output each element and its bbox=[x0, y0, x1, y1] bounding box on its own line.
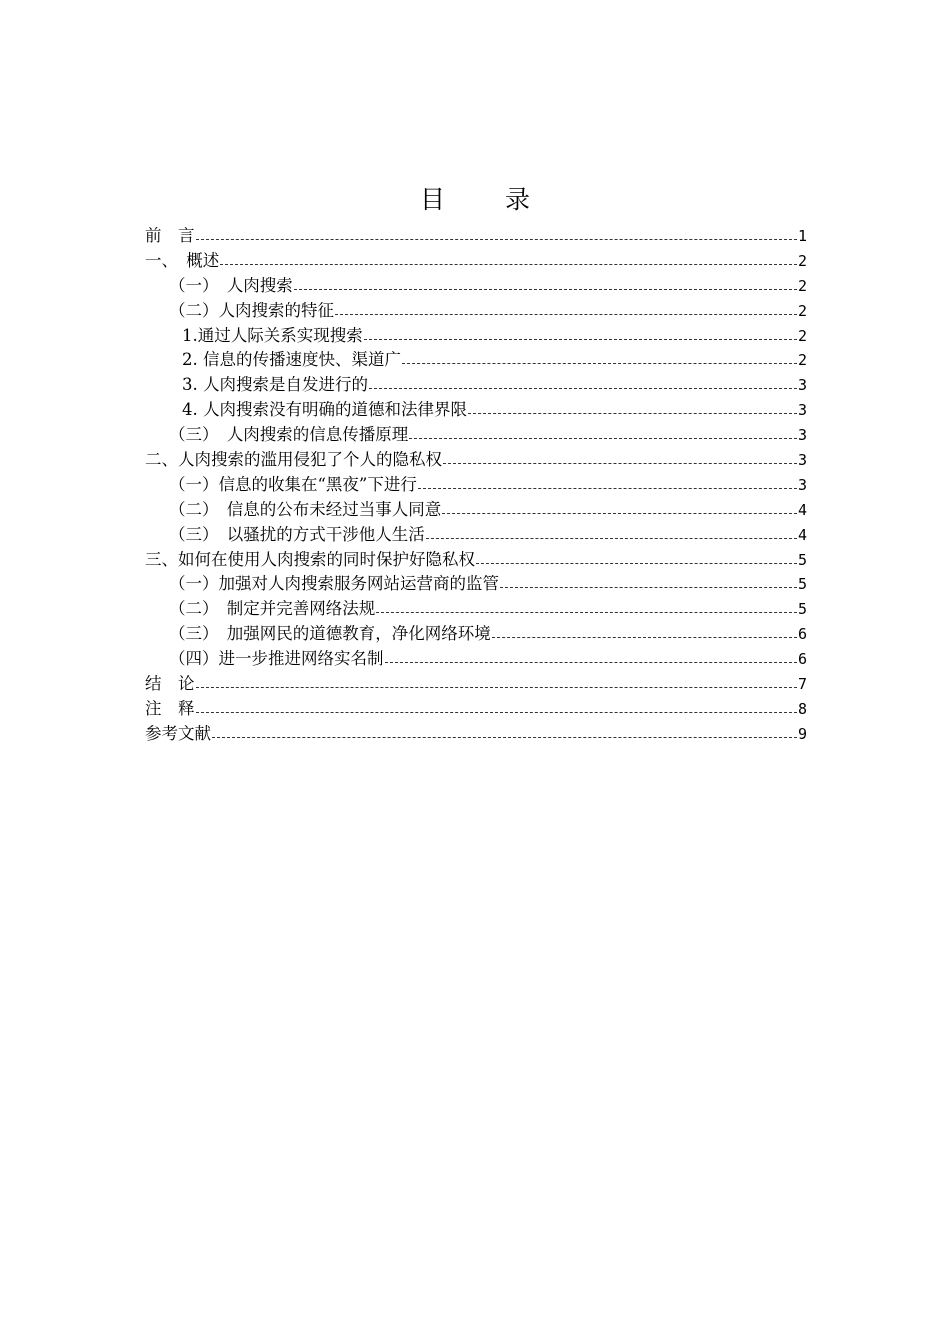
toc-entry-label: 4. 人肉搜索没有明确的道德和法律界限 bbox=[182, 400, 467, 420]
toc-leader-dashes bbox=[418, 476, 797, 489]
toc-entry-page: 3 bbox=[797, 426, 807, 445]
toc-entry-page: 5 bbox=[797, 575, 807, 594]
toc-entry[interactable] bbox=[145, 274, 807, 299]
toc-entry[interactable] bbox=[145, 249, 807, 274]
toc-leader-dashes bbox=[492, 625, 797, 638]
toc-entry-label: 一、 概述 bbox=[145, 250, 220, 270]
toc-entry[interactable] bbox=[145, 473, 807, 498]
toc-entry-label: （三） 加强网民的道德教育，净化网络环境 bbox=[169, 624, 491, 644]
toc-entry-page: 1 bbox=[797, 227, 807, 245]
toc-leader-dashes bbox=[443, 451, 797, 464]
toc-entry-label: （三） 以骚扰的方式干涉他人生活 bbox=[169, 524, 425, 544]
toc-list bbox=[145, 224, 807, 747]
toc-entry[interactable] bbox=[145, 697, 807, 722]
toc-entry[interactable] bbox=[145, 348, 807, 373]
toc-entry-label: 注 释 bbox=[145, 698, 195, 718]
toc-entry-page: 5 bbox=[797, 550, 807, 569]
toc-entry-label: （三） 人肉搜索的信息传播原理 bbox=[169, 425, 409, 445]
toc-entry-label: （四）进一步推进网络实名制 bbox=[169, 649, 384, 669]
toc-entry-label: 前 言 bbox=[145, 226, 195, 245]
toc-leader-dashes bbox=[442, 501, 797, 514]
toc-entry-label: 三、如何在使用人肉搜索的同时保护好隐私权 bbox=[145, 549, 475, 569]
toc-entry-page: 4 bbox=[797, 500, 807, 519]
toc-entry-page: 2 bbox=[797, 276, 807, 295]
toc-entry[interactable] bbox=[145, 423, 807, 448]
toc-entry-page: 2 bbox=[797, 326, 807, 345]
toc-entry-page: 6 bbox=[797, 625, 807, 644]
toc-entry[interactable] bbox=[145, 373, 807, 398]
toc-entry-label: （二） 信息的公布未经过当事人同意 bbox=[169, 499, 442, 519]
toc-entry-page: 3 bbox=[797, 376, 807, 395]
toc-entry[interactable] bbox=[145, 597, 807, 622]
toc-entry-page: 4 bbox=[797, 525, 807, 544]
toc-entry-label: （二）人肉搜索的特征 bbox=[169, 300, 334, 320]
toc-entry[interactable] bbox=[145, 299, 807, 324]
toc-entry-page: 3 bbox=[797, 451, 807, 470]
toc-title: 目 录 bbox=[420, 185, 556, 214]
toc-entry[interactable] bbox=[145, 498, 807, 523]
toc-entry[interactable] bbox=[145, 622, 807, 647]
toc-entry-label: 3. 人肉搜索是自发进行的 bbox=[182, 375, 368, 395]
toc-leader-dashes bbox=[294, 277, 797, 290]
toc-entry[interactable] bbox=[145, 647, 807, 672]
toc-entry[interactable] bbox=[145, 572, 807, 597]
toc-entry-page: 6 bbox=[797, 650, 807, 669]
toc-leader-dashes bbox=[402, 351, 797, 364]
toc-entry[interactable] bbox=[145, 448, 807, 473]
toc-entry-page: 2 bbox=[797, 351, 807, 370]
toc-entry-label: 参考文献 bbox=[145, 723, 211, 743]
toc-entry-label: 1.通过人际关系实现搜索 bbox=[182, 325, 363, 345]
toc-entry-label: （一） 人肉搜索 bbox=[169, 275, 293, 295]
toc-leader-dashes bbox=[212, 725, 797, 738]
toc-entry-label: （一）信息的收集在“黑夜”下进行 bbox=[169, 474, 417, 494]
toc-leader-dashes bbox=[335, 302, 797, 315]
toc-leader-dashes bbox=[476, 551, 797, 564]
toc-entry-label: 结 论 bbox=[145, 674, 195, 694]
toc-entry[interactable] bbox=[145, 672, 807, 697]
toc-entry-page: 2 bbox=[797, 251, 807, 270]
toc-entry[interactable] bbox=[145, 398, 807, 423]
toc-entry-page: 9 bbox=[797, 724, 807, 743]
toc-leader-dashes bbox=[426, 526, 797, 539]
toc-entry-label: 二、人肉搜索的滥用侵犯了个人的隐私权 bbox=[145, 450, 442, 470]
toc-entry-page: 8 bbox=[797, 699, 807, 718]
toc-entry-page: 3 bbox=[797, 401, 807, 420]
toc-leader-dashes bbox=[364, 327, 797, 340]
toc-entry-label: （一）加强对人肉搜索服务网站运营商的监管 bbox=[169, 574, 499, 594]
toc-leader-dashes bbox=[196, 227, 797, 240]
toc-entry[interactable] bbox=[145, 722, 807, 747]
toc-entry[interactable] bbox=[145, 523, 807, 548]
toc-leader-dashes bbox=[196, 675, 797, 688]
toc-entry[interactable] bbox=[145, 324, 807, 349]
toc-entry[interactable] bbox=[145, 224, 807, 249]
toc-leader-dashes bbox=[409, 426, 797, 439]
toc-leader-dashes bbox=[196, 700, 797, 713]
toc-entry-page: 3 bbox=[797, 475, 807, 494]
toc-leader-dashes bbox=[220, 252, 797, 265]
toc-entry-page: 5 bbox=[797, 600, 807, 619]
toc-leader-dashes bbox=[500, 575, 797, 588]
toc-leader-dashes bbox=[468, 401, 797, 414]
toc-entry-page: 7 bbox=[797, 675, 807, 694]
toc-leader-dashes bbox=[376, 600, 797, 613]
toc-entry-page: 2 bbox=[797, 301, 807, 320]
toc-leader-dashes bbox=[385, 650, 797, 663]
toc-entry[interactable] bbox=[145, 548, 807, 573]
toc-entry-label: （二） 制定并完善网络法规 bbox=[169, 599, 376, 619]
toc-leader-dashes bbox=[369, 376, 797, 389]
toc-entry-label: 2. 信息的传播速度快、渠道广 bbox=[182, 350, 401, 370]
